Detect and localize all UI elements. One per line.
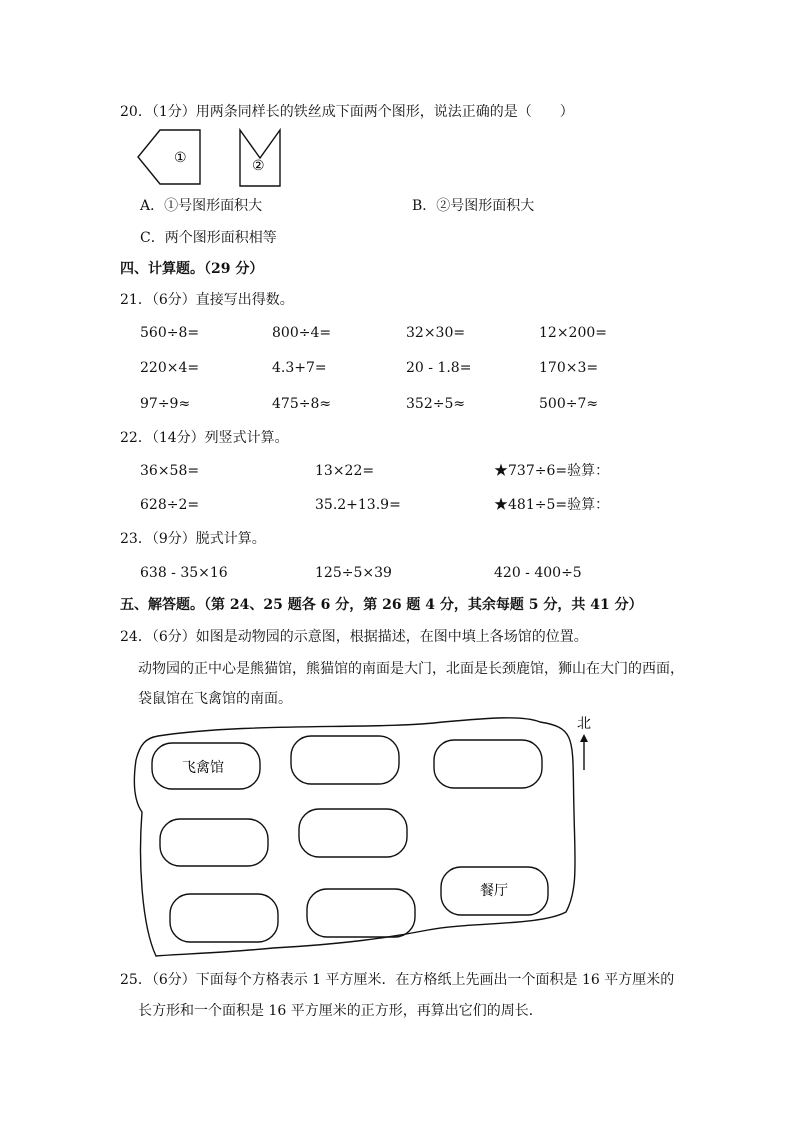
q24-stem: 24．（6分）如图是动物园的示意图，根据描述，在图中填上各场馆的位置。 xyxy=(120,629,588,645)
q21-item: 12×200= xyxy=(539,325,607,341)
q22-item: 35.2+13.9= xyxy=(315,497,401,513)
q21-item: 20 - 1.8= xyxy=(406,360,472,376)
q20-figures xyxy=(130,128,290,190)
q21-item: 560÷8= xyxy=(140,325,200,341)
q21-item: 4.3+7= xyxy=(272,360,327,376)
q23-stem: 23．（9分）脱式计算。 xyxy=(120,531,266,547)
q20-option-c[interactable]: C．两个图形面积相等 xyxy=(140,230,277,246)
q25-stem-line2: 长方形和一个面积是 16 平方厘米的正方形，再算出它们的周长． xyxy=(138,1003,543,1019)
q24-description-line: 袋鼠馆在飞禽馆的南面。 xyxy=(138,691,292,707)
enclosure xyxy=(299,809,407,857)
q20-option-b[interactable]: B．②号图形面积大 xyxy=(412,198,535,214)
q21-item: 170×3= xyxy=(539,360,599,376)
restaurant-label: 餐厅 xyxy=(480,883,508,899)
q21-item: 352÷5≈ xyxy=(406,396,466,412)
zoo-boundary xyxy=(134,718,575,956)
zoo-map xyxy=(128,712,608,964)
q24-description-line: 动物园的正中心是熊猫馆，熊猫馆的南面是大门，北面是长颈鹿馆，狮山在大门的西面， xyxy=(138,661,684,677)
enclosure xyxy=(170,894,278,942)
enclosure xyxy=(307,889,415,937)
q23-item: 420 - 400÷5 xyxy=(494,565,582,581)
q20-option-a[interactable]: A．①号图形面积大 xyxy=(140,198,263,214)
q21-item: 32×30= xyxy=(406,325,466,341)
q22-item: 628÷2= xyxy=(140,497,200,513)
q23-item: 125÷5×39 xyxy=(315,565,392,581)
q21-item: 97÷9≈ xyxy=(140,396,191,412)
q25-stem-line1: 25．（6分）下面每个方格表示 1 平方厘米．在方格纸上先画出一个面积是 16 平方厘米的 xyxy=(120,972,675,988)
q22-item: ★481÷5=验算： xyxy=(494,497,610,513)
enclosure xyxy=(160,819,268,866)
q20-stem: 20．（1分）用两条同样长的铁丝成下面两个图形，说法正确的是（ ） xyxy=(120,104,574,120)
section-5-heading: 五、解答题。（第 24、25 题各 6 分，第 26 题 4 分，其余每题 5 分，共 41 分） xyxy=(120,597,643,613)
q21-item: 220×4= xyxy=(140,360,200,376)
q22-stem: 22．（14分）列竖式计算。 xyxy=(120,430,289,446)
figure-1-label: ① xyxy=(174,150,187,166)
q22-item: 36×58= xyxy=(140,463,200,479)
figure-1-shape xyxy=(138,130,200,184)
q22-item: 13×22= xyxy=(315,463,375,479)
q21-item: 500÷7≈ xyxy=(539,396,599,412)
aviary-label: 飞禽馆 xyxy=(182,760,224,776)
section-4-heading: 四、计算题。（29 分） xyxy=(120,261,264,277)
q22-item: ★737÷6=验算： xyxy=(494,463,610,479)
enclosure xyxy=(434,740,542,788)
north-arrow-head xyxy=(580,734,588,742)
figure-2-label: ② xyxy=(252,158,265,174)
q21-item: 475÷8≈ xyxy=(272,396,332,412)
q21-stem: 21．（6分）直接写出得数。 xyxy=(120,292,294,308)
q21-item: 800÷4= xyxy=(272,325,332,341)
north-label: 北 xyxy=(577,716,591,732)
enclosure xyxy=(291,736,399,784)
q23-item: 638 - 35×16 xyxy=(140,565,228,581)
